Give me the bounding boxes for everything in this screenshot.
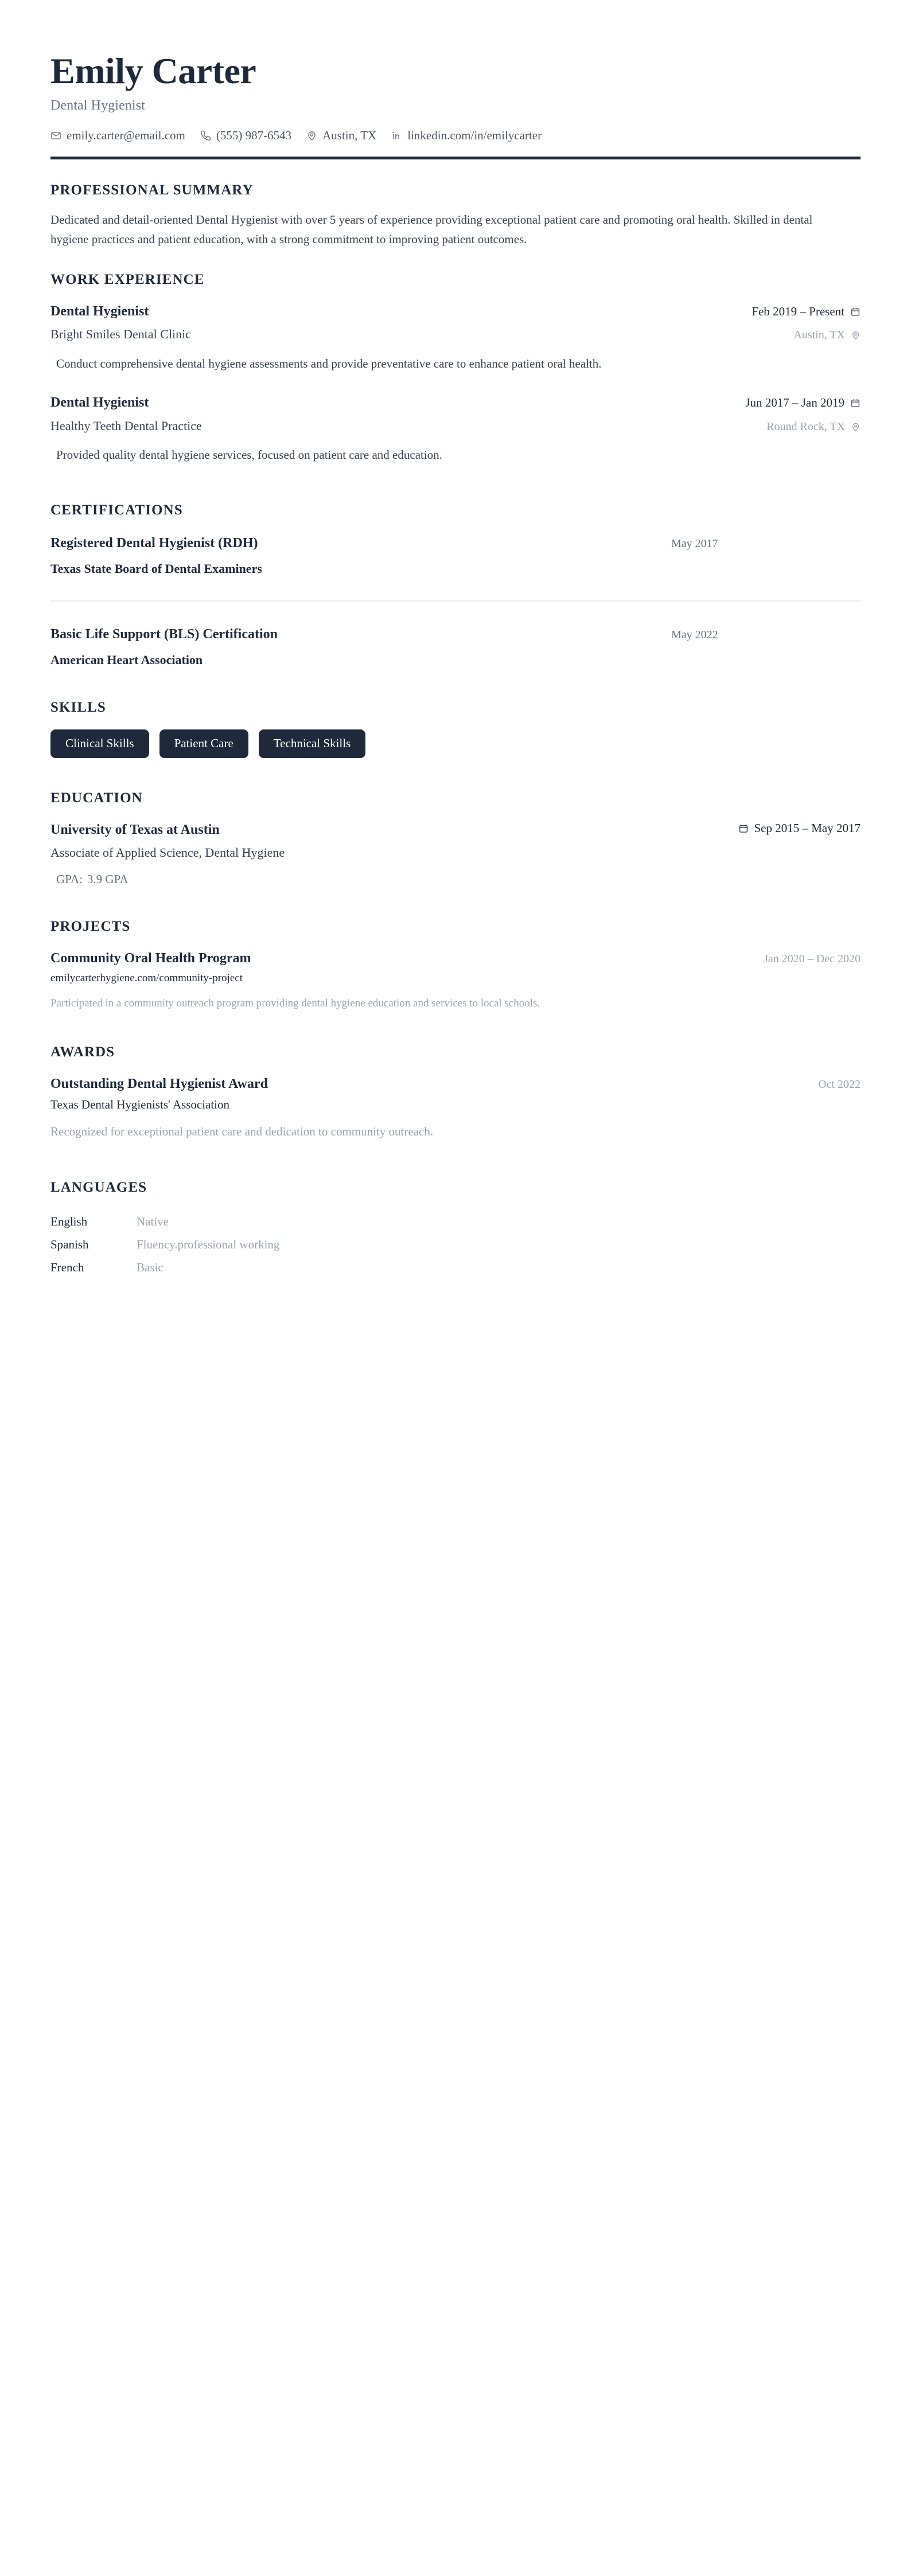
experience-description: Conduct comprehensive dental hygiene assessments and provide preventative care to enhance patient oral health.: [56, 357, 602, 371]
experience-dates: [745, 396, 861, 410]
experience-title-line: [50, 394, 861, 412]
contact-location-text: Austin, TX: [322, 128, 377, 143]
award-issuer: Texas Dental Hygienists' Association: [50, 1098, 230, 1112]
certification-entry: [50, 536, 861, 576]
calendar-icon: [738, 823, 749, 834]
language-name: Spanish: [50, 1237, 89, 1251]
language-row: [50, 1211, 861, 1234]
email-icon: [50, 130, 61, 141]
experience-dates-text: Jun 2017 – Jan 2019: [745, 396, 844, 410]
project-name: Community Oral Health Program: [50, 950, 251, 966]
section-title-summary: PROFESSIONAL SUMMARY: [50, 182, 254, 198]
page-title: Emily Carter: [50, 50, 256, 91]
contact-email-text: emily.carter@email.com: [67, 128, 185, 143]
experience-dates-text: Feb 2019 – Present: [752, 305, 844, 319]
experience-entry: [50, 303, 861, 373]
certification-date: May 2017: [671, 537, 718, 551]
education-dates: [738, 821, 861, 836]
project-entry: [50, 950, 861, 1013]
project-title-line: [50, 950, 861, 967]
language-row: [50, 1256, 861, 1279]
experience-company: Bright Smiles Dental Clinic: [50, 327, 192, 342]
language-name: English: [50, 1214, 88, 1228]
section-education: [50, 790, 861, 887]
section-certifications: [50, 502, 861, 668]
contact-phone-text: (555) 987-6543: [216, 128, 292, 143]
phone-icon: [200, 130, 211, 141]
experience-location-text: Austin, TX: [793, 329, 845, 342]
education-gpa-value: 3.9 GPA: [87, 872, 129, 886]
section-work-experience: [50, 272, 861, 465]
award-date: [818, 1078, 861, 1091]
certification-name-line: [50, 627, 861, 642]
project-dates: [764, 953, 861, 966]
experience-location: [766, 420, 861, 434]
calendar-icon: [850, 307, 861, 317]
skill-badge[interactable]: Technical Skills: [259, 729, 365, 758]
header-divider: [50, 157, 861, 159]
contact-phone[interactable]: [200, 128, 291, 143]
experience-description: Provided quality dental hygiene services, focused on patient care and education.: [56, 448, 442, 462]
contact-row: [50, 128, 861, 143]
section-professional-summary: [50, 182, 861, 249]
experience-role: Dental Hygienist: [50, 304, 149, 319]
location-pin-icon: [306, 130, 317, 141]
location-pin-icon: [851, 422, 861, 432]
section-languages: [50, 1180, 861, 1279]
experience-entry: [50, 394, 861, 465]
language-row: [50, 1234, 861, 1256]
project-link[interactable]: emilycarterhygiene.com/community-project: [50, 971, 243, 984]
certification-name-line: [50, 536, 861, 551]
certification-name: Basic Life Support (BLS) Certification: [50, 627, 278, 642]
award-date-text: Oct 2022: [818, 1078, 861, 1091]
award-entry: [50, 1075, 861, 1142]
section-skills: [50, 700, 861, 758]
certification-date: May 2022: [671, 629, 718, 642]
award-name: Outstanding Dental Hygienist Award: [50, 1076, 268, 1092]
contact-location: [306, 128, 376, 143]
summary-text: Dedicated and detail-oriented Dental Hygienist with over 5 years of experience providing exceptional patient care and promoting oral health. Skilled in dental hygiene practices and patient education, with a strong commitment to improving patient outcomes.: [50, 213, 813, 247]
contact-linkedin-text: linkedin.com/in/emilycarter: [407, 128, 542, 143]
skill-badge[interactable]: Patient Care: [159, 729, 248, 758]
skill-badge[interactable]: Clinical Skills: [50, 729, 149, 758]
section-title-certifications: CERTIFICATIONS: [50, 502, 183, 518]
certification-entry: [50, 627, 861, 668]
education-gpa-label: GPA:: [56, 872, 83, 886]
award-title-line: [50, 1075, 861, 1093]
headline: Dental Hygienist: [50, 98, 145, 114]
certification-issuer: Texas State Board of Dental Examiners: [50, 561, 262, 576]
experience-location: [793, 329, 861, 342]
contact-email[interactable]: [50, 128, 185, 143]
experience-title-line: [50, 303, 861, 321]
language-name: French: [50, 1260, 84, 1274]
section-projects: [50, 919, 861, 1013]
experience-company: Healthy Teeth Dental Practice: [50, 418, 202, 433]
section-title-skills: SKILLS: [50, 700, 106, 716]
education-school: University of Texas at Austin: [50, 822, 220, 837]
section-awards: [50, 1044, 861, 1142]
section-title-awards: AWARDS: [50, 1044, 115, 1060]
language-level: Basic: [137, 1260, 163, 1274]
languages-table: [50, 1211, 861, 1279]
project-description: Participated in a community outreach program providing dental hygiene education and services to local schools.: [50, 997, 540, 1009]
education-gpa: [50, 872, 861, 887]
experience-dates: [752, 305, 861, 319]
experience-company-line: [50, 325, 861, 344]
experience-location-text: Round Rock, TX: [766, 420, 845, 433]
language-level: Native: [137, 1214, 169, 1228]
skills-badge-row: [50, 729, 861, 758]
section-title-languages: LANGUAGES: [50, 1179, 147, 1195]
project-dates-text: Jan 2020 – Dec 2020: [764, 952, 861, 965]
education-degree: Associate of Applied Science, Dental Hygiene: [50, 845, 285, 860]
education-dates-text: Sep 2015 – May 2017: [754, 821, 861, 835]
education-entry: [50, 821, 861, 887]
education-title-line: [50, 821, 861, 839]
language-level: Fluency.professional working: [137, 1237, 280, 1251]
certification-name: Registered Dental Hygienist (RDH): [50, 536, 258, 551]
experience-role: Dental Hygienist: [50, 395, 149, 411]
section-title-experience: WORK EXPERIENCE: [50, 272, 205, 288]
award-description: Recognized for exceptional patient care and dedication to community outreach.: [50, 1125, 434, 1139]
location-pin-icon: [851, 330, 861, 340]
section-title-projects: PROJECTS: [50, 918, 131, 934]
certifications-divider: [50, 600, 861, 602]
contact-linkedin[interactable]: [391, 128, 542, 143]
experience-company-line: [50, 417, 861, 435]
certification-issuer: American Heart Association: [50, 653, 203, 668]
linkedin-icon: [391, 130, 402, 141]
resume-header: [50, 41, 861, 159]
calendar-icon: [850, 398, 861, 408]
section-title-education: EDUCATION: [50, 790, 143, 806]
